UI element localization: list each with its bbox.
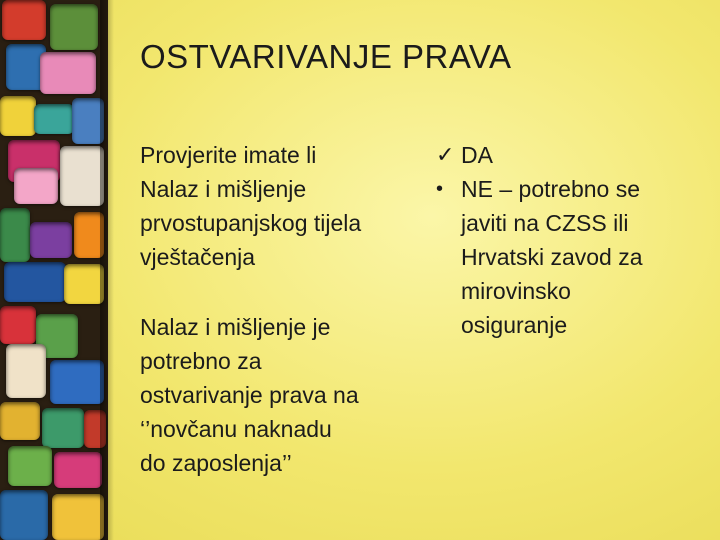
- left-column: [140, 138, 425, 480]
- slide-title: OSTVARIVANJE PRAVA: [140, 38, 512, 75]
- list-item-yes: [436, 138, 696, 172]
- text-line: javiti na CZSS ili: [461, 210, 629, 236]
- text-line: Hrvatski zavod za: [461, 244, 643, 270]
- text-line: mirovinsko: [461, 278, 571, 304]
- text-line: Provjerite imate li: [140, 142, 317, 168]
- text-line: Nalaz i mišljenje: [140, 176, 307, 202]
- puzzle-pieces-image: [0, 0, 108, 540]
- text-line: DA: [461, 142, 493, 168]
- text-line: ‘’novčanu naknadu: [140, 416, 332, 442]
- text-line: Nalaz i mišljenje je: [140, 314, 331, 340]
- text-line: ostvarivanje prava na: [140, 382, 359, 408]
- paragraph-check-findings: [140, 138, 425, 274]
- text-line: vještačenja: [140, 244, 256, 270]
- text-line: osiguranje: [461, 312, 568, 338]
- text-line: NE – potrebno se: [461, 176, 641, 202]
- text-line: potrebno za: [140, 348, 262, 374]
- bullet-dot-icon: •: [436, 178, 444, 200]
- list-item-no: [436, 172, 696, 342]
- checkmark-icon: ✓: [436, 142, 455, 167]
- right-column: [436, 138, 696, 342]
- paragraph-compensation: [140, 310, 425, 480]
- text-line: do zaposlenja’’: [140, 450, 292, 476]
- text-line: prvostupanjskog tijela: [140, 210, 362, 236]
- image-shadow-edge: [100, 0, 114, 540]
